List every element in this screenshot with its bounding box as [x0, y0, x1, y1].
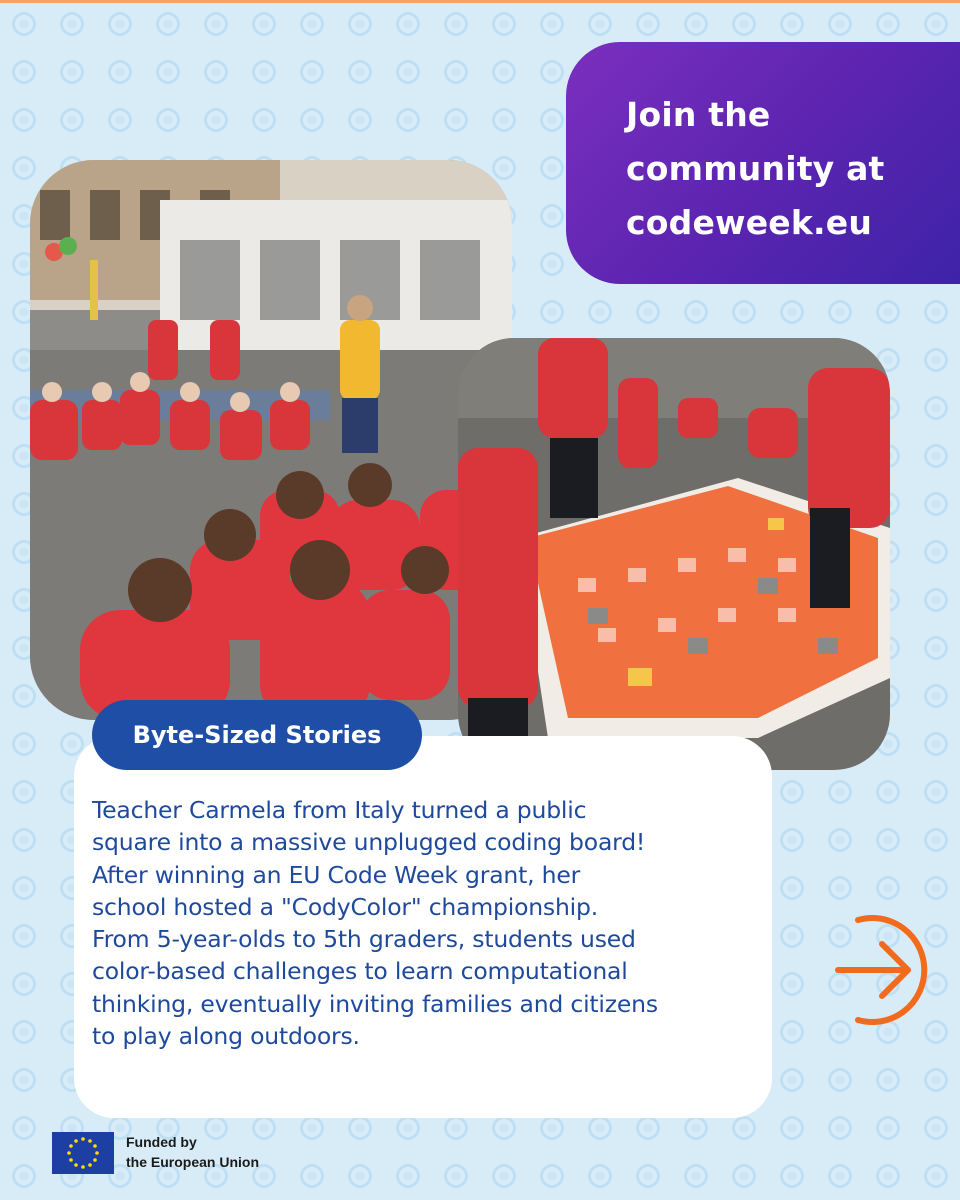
story-line-5: From 5-year-olds to 5th graders, students used [92, 925, 636, 954]
story-line-8: to play along outdoors. [92, 1022, 360, 1051]
cta-text [626, 88, 930, 250]
tag-label: Byte-Sized Stories [132, 721, 382, 749]
story-line-7: thinking, eventually inviting families and citizens [92, 989, 658, 1018]
cta-line-1: Join the [626, 95, 771, 134]
eu-flag-icon [52, 1132, 114, 1174]
funded-line-1: Funded by [126, 1134, 197, 1150]
story-line-1: Teacher Carmela from Italy turned a public [92, 796, 587, 824]
story-paragraph [92, 794, 752, 1052]
story-line-2: square into a massive unplugged coding board! [92, 828, 646, 857]
arrow-right-circle-icon[interactable] [834, 910, 944, 1030]
byte-sized-stories-tag [92, 700, 422, 770]
top-accent-stripe [0, 0, 960, 3]
cta-line-3: codeweek.eu [626, 203, 873, 242]
funded-line-2: the European Union [126, 1154, 259, 1170]
story-line-4: school hosted a "CodyColor" championship. [92, 892, 598, 921]
coding-board-photo [458, 338, 890, 770]
funded-by-eu-text [126, 1132, 306, 1172]
schoolyard-photo [30, 160, 512, 720]
join-community-banner[interactable] [566, 42, 960, 284]
story-line-6: color-based challenges to learn computational [92, 957, 628, 986]
story-card [74, 736, 772, 1118]
cta-line-2: community at [626, 149, 885, 188]
story-line-3: After winning an EU Code Week grant, her [92, 860, 581, 889]
